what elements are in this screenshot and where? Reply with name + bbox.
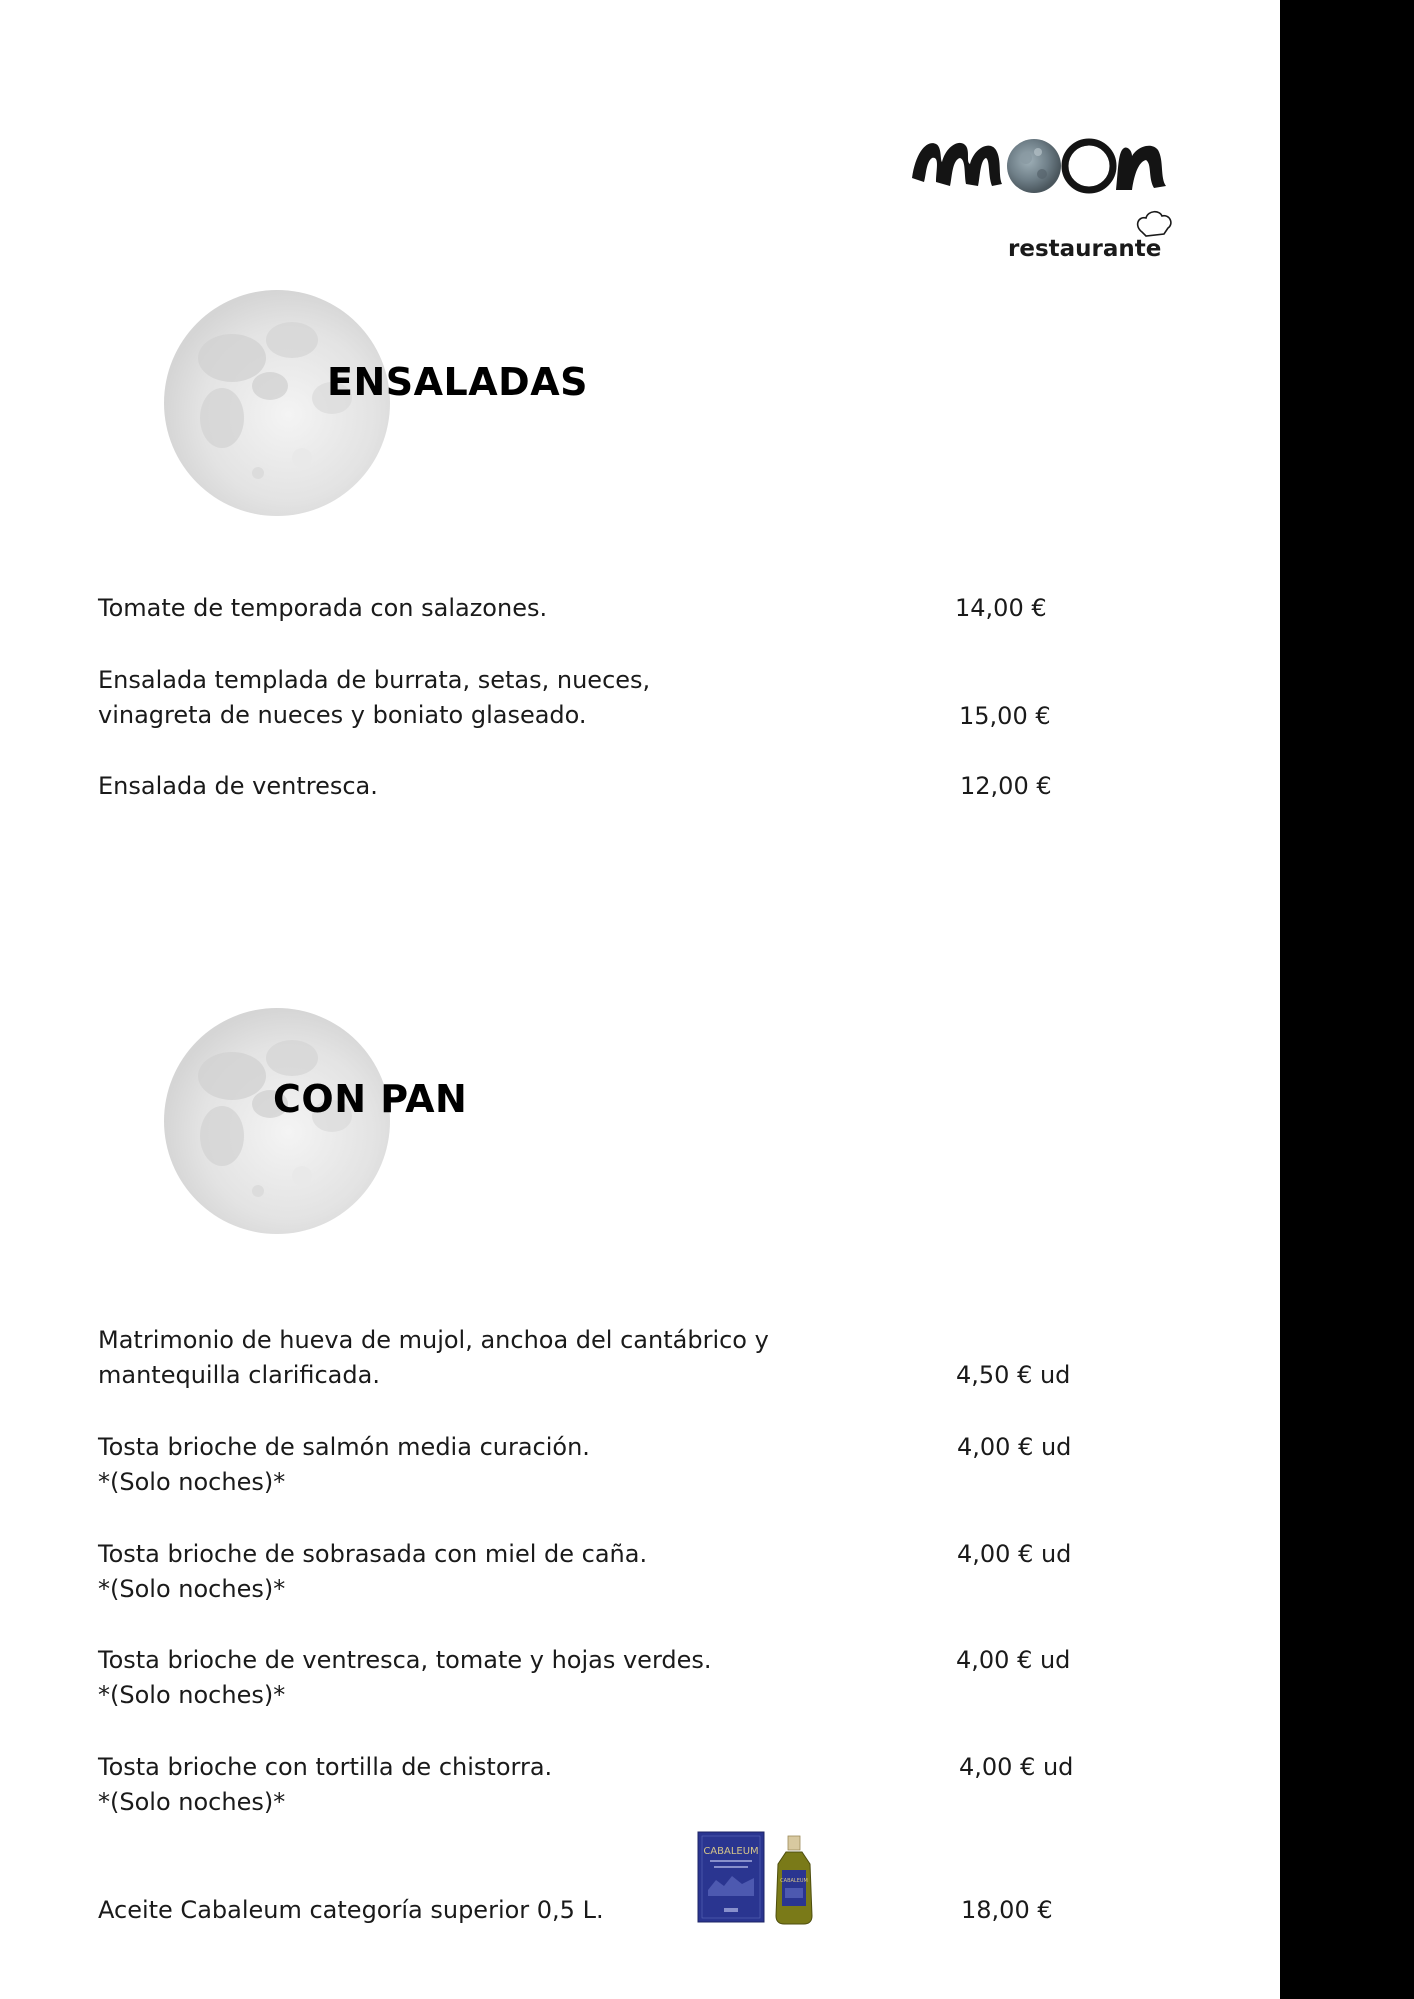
section-title-ensaladas: ENSALADAS — [327, 360, 588, 404]
menu-item-description: Ensalada templada de burrata, setas, nueces, vinagreta de nueces y boniato glaseado. — [98, 666, 651, 729]
menu-item-description: Tosta brioche de sobrasada con miel de caña. *(Solo noches)* — [98, 1540, 648, 1603]
menu-item-price: 4,00 € ud — [957, 1540, 1072, 1568]
menu-item-price: 15,00 € — [959, 702, 1051, 730]
menu-item-price: 4,00 € ud — [956, 1646, 1071, 1674]
menu-item-description: Tosta brioche con tortilla de chistorra. *(Solo noches)* — [98, 1753, 553, 1816]
moon-restaurante-logo — [906, 120, 1176, 270]
menu-item-description: Tomate de temporada con salazones. — [98, 594, 548, 622]
menu-item-price: 14,00 € — [955, 594, 1047, 622]
menu-item-description: Ensalada de ventresca. — [98, 772, 378, 800]
menu-item-price: 4,50 € ud — [956, 1361, 1071, 1389]
moon-decoration-2 — [162, 1006, 392, 1236]
svg-text:CABALEUM: CABALEUM — [703, 1846, 759, 1857]
menu-item-description: Aceite Cabaleum categoría superior 0,5 L. — [98, 1896, 604, 1924]
menu-item-price: 12,00 € — [960, 772, 1052, 800]
menu-item-price: 18,00 € — [961, 1896, 1053, 1924]
right-black-band — [1280, 0, 1414, 1999]
menu-item-description: Matrimonio de hueva de mujol, anchoa del cantábrico y mantequilla clarificada. — [98, 1326, 769, 1389]
menu-item-price: 4,00 € ud — [957, 1433, 1072, 1461]
menu-item-description: Tosta brioche de salmón media curación. *(Solo noches)* — [98, 1433, 590, 1496]
menu-item-price: 4,00 € ud — [959, 1753, 1074, 1781]
menu-item-description: Tosta brioche de ventresca, tomate y hojas verdes. *(Solo noches)* — [98, 1646, 712, 1709]
olive-oil-product-image — [696, 1830, 834, 1926]
section-title-con-pan: CON PAN — [273, 1077, 468, 1121]
svg-text:CABALEUM: CABALEUM — [780, 1878, 808, 1884]
logo-subtitle: restaurante — [1008, 236, 1162, 262]
